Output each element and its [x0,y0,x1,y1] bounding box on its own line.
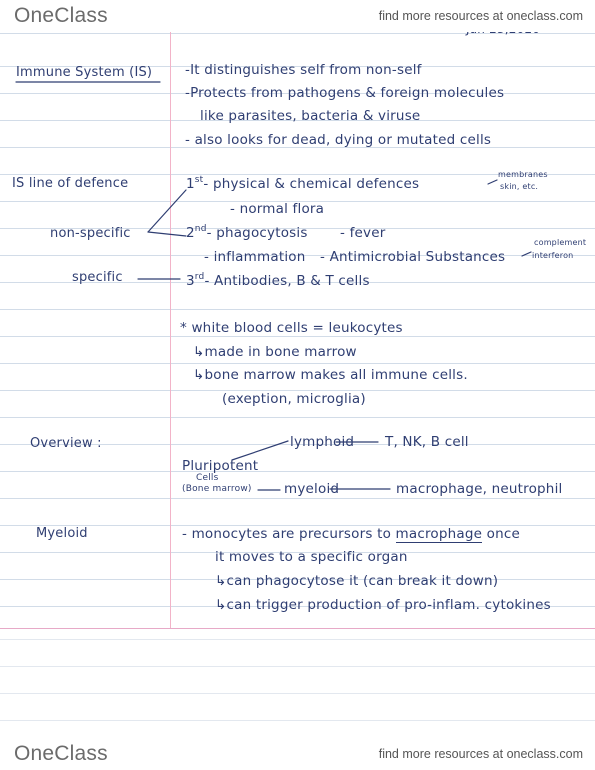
first-text: - physical & chemical defences [203,176,420,192]
wbc-makes-text: bone marrow makes all immune cells. [204,367,468,383]
third-sup: rd [194,272,205,282]
antimicrobial-substances: - Antimicrobial Substances [320,249,506,265]
wbc-line: * white blood cells = leukocytes [180,320,403,336]
heading-immune-system-text: Immune System (IS) [16,65,153,80]
cells-label: Cells [196,473,219,483]
first-side-dash [488,180,497,184]
page-header [0,0,595,32]
label-specific: specific [72,270,123,285]
immune-line-3: like parasites, bacteria & viruse [200,108,421,124]
myeloid-result: macrophage, neutrophil [396,481,563,497]
first-side-skin: skin, etc. [500,182,539,191]
myeloid-line-4-text: can trigger production of pro-inflam. cytokines [226,597,551,613]
footer-tagline[interactable]: find more resources at oneclass.com [378,747,583,761]
inflammation: - inflammation [204,249,306,265]
oneclass-logo[interactable]: OneClass [14,4,108,27]
tree-line-lymphoid [232,441,288,460]
first-sup: st [194,175,204,185]
myeloid-line-2: it moves to a specific organ [215,549,408,565]
second-num: 2 [186,225,195,241]
macrophage-underlined: macrophage [395,526,483,542]
first-side-membranes: membranes [498,170,548,179]
arrow-icon: ↳ [215,597,227,613]
second-sup: nd [194,224,207,234]
phagocytosis: - phagocytosis [206,225,308,241]
page-footer [0,738,595,770]
myeloid-line-1-c: once [486,526,521,542]
arrow-icon: ↳ [215,573,227,589]
bracket-upper [148,190,186,232]
label-non-specific: non-specific [50,226,131,241]
immune-line-1: -It distinguishes self from non-self [185,62,422,78]
oneclass-logo-footer[interactable]: OneClass [14,742,108,765]
arrow-icon: ↳ [193,344,205,360]
third-num: 3 [186,273,195,289]
immune-line-2: -Protects from pathogens & foreign molecules [185,85,505,101]
arrow-icon: ↳ [193,367,205,383]
wbc-exception: (exeption, microglia) [222,391,366,407]
header-tagline[interactable]: find more resources at oneclass.com [378,9,583,23]
first-num: 1 [186,176,195,192]
immune-line-4: - also looks for dead, dying or mutated cells [185,132,492,148]
lymphoid-result: T, NK, B cell [385,434,469,450]
normal-flora: - normal flora [230,201,325,217]
bone-marrow-label: (Bone marrow) [182,484,252,494]
myeloid-line-3-text: can phagocytose it (can break it down) [226,573,499,589]
wbc-made-text: made in bone marrow [204,344,357,360]
third-text: - Antibodies, B & T cells [204,273,370,289]
heading-defence: IS line of defence [12,176,129,191]
heading-myeloid: Myeloid [36,526,88,541]
heading-overview: Overview : [30,436,102,451]
second-side-interferon: interferon [532,251,574,260]
myeloid: myeloid [284,481,340,497]
lymphoid: lymphoid [290,434,355,450]
bracket-lower [148,232,186,236]
pluripotent: Pluripotent [182,458,259,474]
fever: - fever [340,225,386,241]
second-side-dash [522,252,531,256]
myeloid-line-1-a: - monocytes are precursors to [182,526,392,542]
second-side-complement: complement [534,238,587,247]
